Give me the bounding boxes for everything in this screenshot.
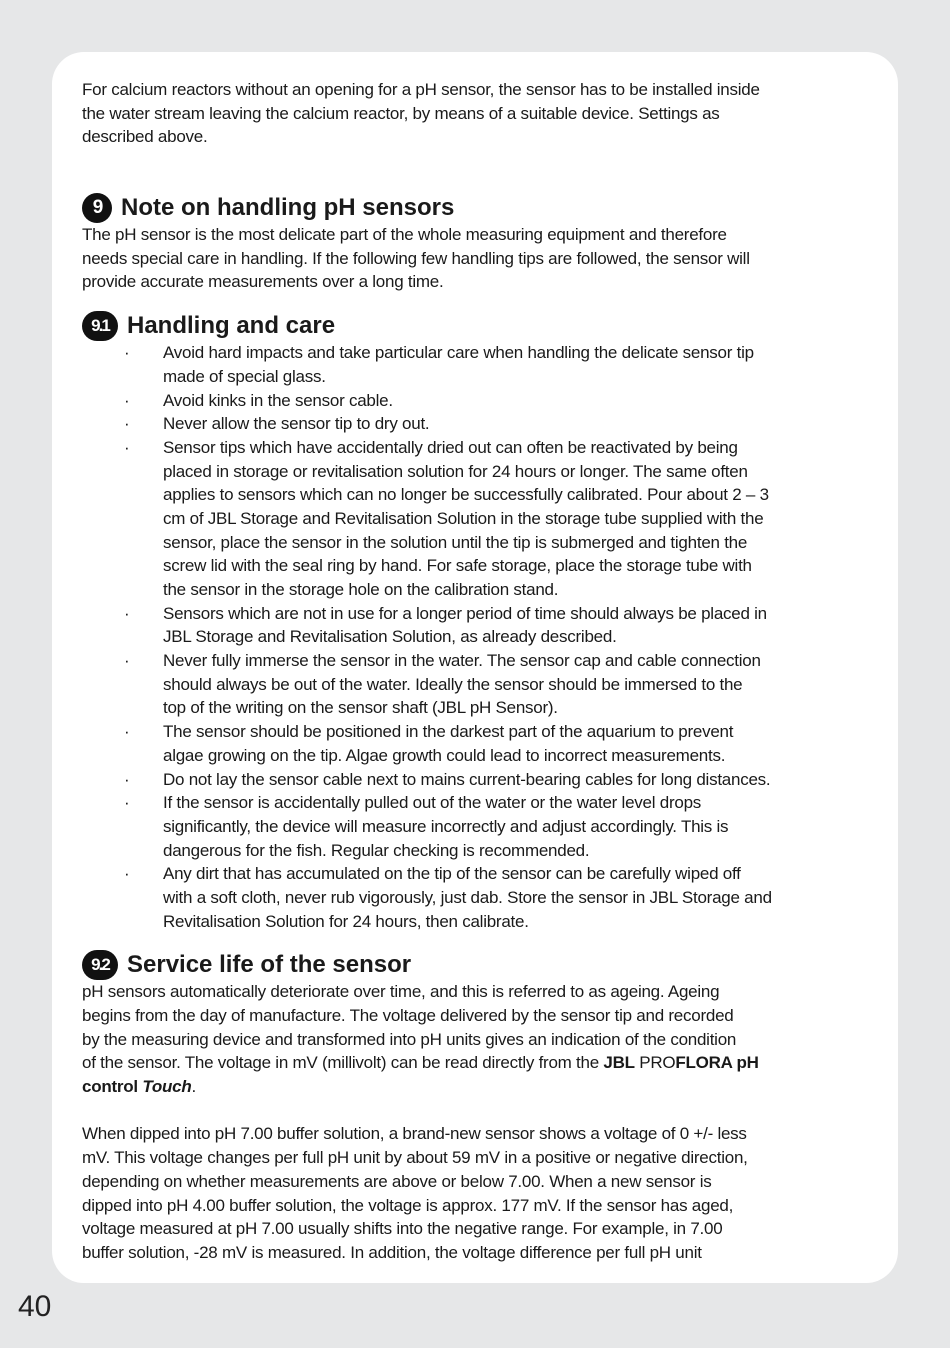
text-line: Avoid kinks in the sensor cable.	[163, 390, 393, 410]
emphasis-text: JBL	[603, 1053, 635, 1073]
text-line: The pH sensor is the most delicate part of the whole measuring equipment and therefore	[82, 225, 727, 245]
list-item-text	[163, 389, 882, 413]
section-heading-section92	[82, 950, 882, 980]
text-line: top of the writing on the sensor shaft (JBL pH Sensor).	[163, 698, 558, 718]
text-line: buffer solution, -28 mV is measured. In addition, the voltage difference per full pH unit	[82, 1242, 702, 1262]
emphasis-text: Touch	[142, 1077, 192, 1097]
text-line: should always be out of the water. Ideally the sensor should be immersed to the	[163, 674, 743, 694]
page-number: 40	[18, 1290, 52, 1323]
list-item	[82, 768, 882, 792]
list-item	[82, 791, 882, 862]
text-line: Sensor tips which have accidentally dried out can often be reactivated by being	[163, 437, 738, 457]
bullet-dot-icon: ·	[124, 437, 130, 457]
text-line: Sensors which are not in use for a longer period of time should always be placed in	[163, 603, 767, 623]
text-line: dipped into pH 4.00 buffer solution, the voltage is approx. 177 mV. If the sensor has aged,	[82, 1195, 734, 1215]
section-title: Note on handling pH sensors	[121, 194, 455, 222]
text-line: with a soft cloth, never rub vigorously, just dab. Store the sensor in JBL Storage and	[163, 887, 772, 907]
text-line	[82, 1028, 882, 1052]
list-item-text	[163, 649, 882, 720]
spacer	[82, 1099, 882, 1123]
text-line: Revitalisation Solution for 24 hours, then calibrate.	[163, 911, 529, 931]
list-item-text	[163, 602, 882, 649]
text-line: The sensor should be positioned in the darkest part of the aquarium to prevent	[163, 722, 734, 742]
text-segment: of the sensor. The voltage in mV (millivolt) can be read directly from the	[82, 1053, 604, 1073]
bullet-dot-icon: ·	[124, 390, 130, 410]
emphasis-text: control	[82, 1077, 143, 1097]
spacer	[82, 294, 882, 311]
text-line: JBL Storage and Revitalisation Solution, as already described.	[163, 627, 617, 647]
list-item-text	[163, 768, 882, 792]
text-line: voltage measured at pH 7.00 usually shifts into the negative range. For example, in 7.00	[82, 1219, 723, 1239]
bullet-dot-icon: ·	[124, 793, 130, 813]
bullet-dot-icon: ·	[124, 343, 130, 363]
spacer	[82, 933, 882, 950]
spacer	[82, 149, 882, 193]
list-item	[82, 436, 882, 602]
section-title: Service life of the sensor	[127, 951, 412, 979]
section-number-badge: 9	[82, 193, 112, 223]
text-line: Any dirt that has accumulated on the tip of the sensor can be carefully wiped off	[163, 864, 741, 884]
list-item	[82, 341, 882, 388]
text-line: needs special care in handling. If the following few handling tips are followed, the sensor will	[82, 248, 750, 268]
text-line: dangerous for the fish. Regular checking is recommended.	[163, 840, 590, 860]
text-line: sensor, place the sensor in the solution until the tip is submerged and tighten the	[163, 532, 748, 552]
text-line: mV. This voltage changes per full pH unit by about 59 mV in a positive or negative direction,	[82, 1148, 748, 1168]
text-line: cm of JBL Storage and Revitalisation Solution in the storage tube supplied with the	[163, 508, 764, 528]
list-item	[82, 649, 882, 720]
text-line	[82, 1004, 882, 1028]
list-item-text	[163, 862, 882, 933]
text-line: made of special glass.	[163, 366, 326, 386]
text-line: Do not lay the sensor cable next to mains current-bearing cables for long distances.	[163, 769, 771, 789]
text-line: Never allow the sensor tip to dry out.	[163, 414, 430, 434]
text-line: For calcium reactors without an opening for a pH sensor, the sensor has to be installed inside	[82, 80, 760, 99]
text-segment: begins from the day of manufacture. The voltage delivered by the sensor tip and recorded	[82, 1006, 734, 1026]
text-line: significantly, the device will measure incorrectly and adjust accordingly. This is	[163, 816, 729, 836]
bullet-dot-icon: ·	[124, 769, 130, 789]
section-heading-section9	[82, 193, 882, 223]
text-line: the water stream leaving the calcium reactor, by means of a suitable device. Settings as	[82, 103, 720, 123]
list-item	[82, 862, 882, 933]
section-number-badge: 9.1	[82, 311, 118, 341]
text-line	[82, 1075, 882, 1099]
section-title: Handling and care	[127, 312, 336, 340]
section-number-badge: 9.2	[82, 950, 118, 980]
list-item	[82, 412, 882, 436]
text-segment: PRO	[634, 1053, 676, 1073]
section-heading-section91	[82, 311, 882, 341]
list-item-text	[163, 791, 882, 862]
bullet-dot-icon: ·	[124, 414, 130, 434]
text-segment: pH sensors automatically deteriorate over time, and this is referred to as ageing. Ageing	[82, 982, 720, 1002]
bullet-dot-icon: ·	[124, 864, 130, 884]
text-line	[82, 980, 882, 1004]
document-content	[82, 78, 882, 1265]
list-item-text	[163, 412, 882, 436]
text-line: described above.	[82, 127, 208, 147]
list-item-text	[163, 436, 882, 602]
text-line: If the sensor is accidentally pulled out of the water or the water level drops	[163, 793, 702, 813]
text-segment: .	[191, 1077, 196, 1097]
list-item-text	[163, 341, 882, 388]
text-segment: by the measuring device and transformed into pH units gives an indication of the condition	[82, 1029, 737, 1049]
text-line	[82, 1051, 882, 1075]
text-line: depending on whether measurements are above or below 7.00. When a new sensor is	[82, 1171, 712, 1191]
list-item	[82, 602, 882, 649]
list-item	[82, 389, 882, 413]
text-line: the sensor in the storage hole on the calibration stand.	[163, 580, 559, 600]
text-line: placed in storage or revitalisation solution for 24 hours or longer. The same often	[163, 461, 748, 481]
bullet-dot-icon: ·	[124, 603, 130, 623]
text-line: provide accurate measurements over a long time.	[82, 272, 444, 292]
text-line: Never fully immerse the sensor in the water. The sensor cap and cable connection	[163, 651, 761, 671]
text-line: screw lid with the seal ring by hand. For safe storage, place the storage tube with	[163, 556, 752, 576]
bullet-dot-icon: ·	[124, 651, 130, 671]
emphasis-text: FLORA pH	[675, 1053, 759, 1073]
list-item-text	[163, 720, 882, 767]
text-line: algae growing on the tip. Algae growth could lead to incorrect measurements.	[163, 745, 726, 765]
text-line: applies to sensors which can no longer be successfully calibrated. Pour about 2 – 3	[163, 485, 769, 505]
list-item	[82, 720, 882, 767]
text-line: When dipped into pH 7.00 buffer solution, a brand-new sensor shows a voltage of 0 +/- less	[82, 1124, 747, 1144]
text-line: Avoid hard impacts and take particular care when handling the delicate sensor tip	[163, 343, 754, 363]
bullet-list	[82, 341, 882, 933]
bullet-dot-icon: ·	[124, 722, 130, 742]
